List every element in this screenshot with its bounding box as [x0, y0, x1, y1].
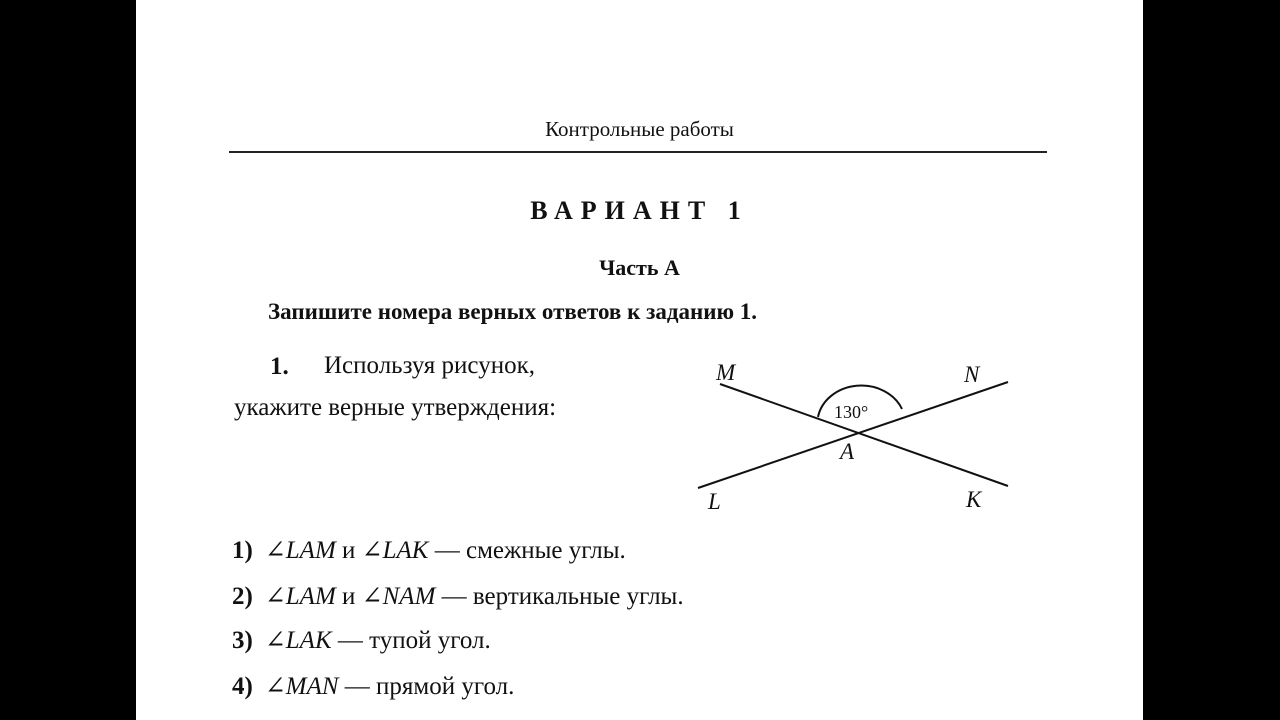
option-number: 3) — [232, 627, 253, 654]
option-angle-a: ∠LAM — [264, 537, 336, 564]
option-statement: — тупой угол. — [331, 627, 491, 654]
option-statement: — прямой угол. — [338, 673, 515, 700]
answer-option-4 — [232, 671, 514, 701]
line-ln — [698, 382, 1008, 488]
option-number: 2) — [232, 583, 253, 610]
option-angle-a: ∠LAM — [264, 583, 336, 610]
answer-option-3 — [232, 625, 491, 655]
option-statement: — смежные углы. — [428, 537, 626, 564]
answer-option-2 — [232, 581, 684, 611]
point-label-k: K — [966, 487, 982, 512]
task-text-line-2: укажите верные утверждения: — [234, 394, 557, 421]
task-text-line-1: Используя рисунок, — [324, 352, 535, 379]
point-label-a: A — [840, 439, 855, 464]
option-angle-b: ∠NAM — [361, 583, 436, 610]
variant-title: ВАРИАНТ 1 — [530, 196, 749, 225]
point-label-m: M — [716, 360, 736, 385]
option-number: 4) — [232, 673, 253, 700]
point-label-l: L — [708, 489, 721, 514]
option-number: 1) — [232, 537, 253, 564]
angle-label: 130° — [834, 402, 869, 422]
intersecting-lines-figure — [686, 352, 1026, 522]
option-conjunction: и — [335, 537, 362, 564]
task-number: 1. — [270, 353, 289, 380]
option-angle-a: ∠LAK — [264, 627, 332, 654]
option-angle-a: ∠MAN — [264, 673, 339, 700]
option-statement: — вертикальные углы. — [435, 583, 684, 610]
option-angle-b: ∠LAK — [361, 537, 429, 564]
answer-option-1 — [232, 535, 626, 565]
instruction-text: Запишите номера верных ответов к заданию 1. — [268, 299, 758, 324]
line-mk — [720, 384, 1008, 486]
option-conjunction: и — [335, 583, 362, 610]
page-header: Контрольные работы — [545, 117, 734, 141]
point-label-n: N — [964, 362, 980, 387]
part-title: Часть А — [599, 255, 680, 280]
worksheet-page — [136, 0, 1143, 720]
header-rule — [229, 151, 1047, 153]
